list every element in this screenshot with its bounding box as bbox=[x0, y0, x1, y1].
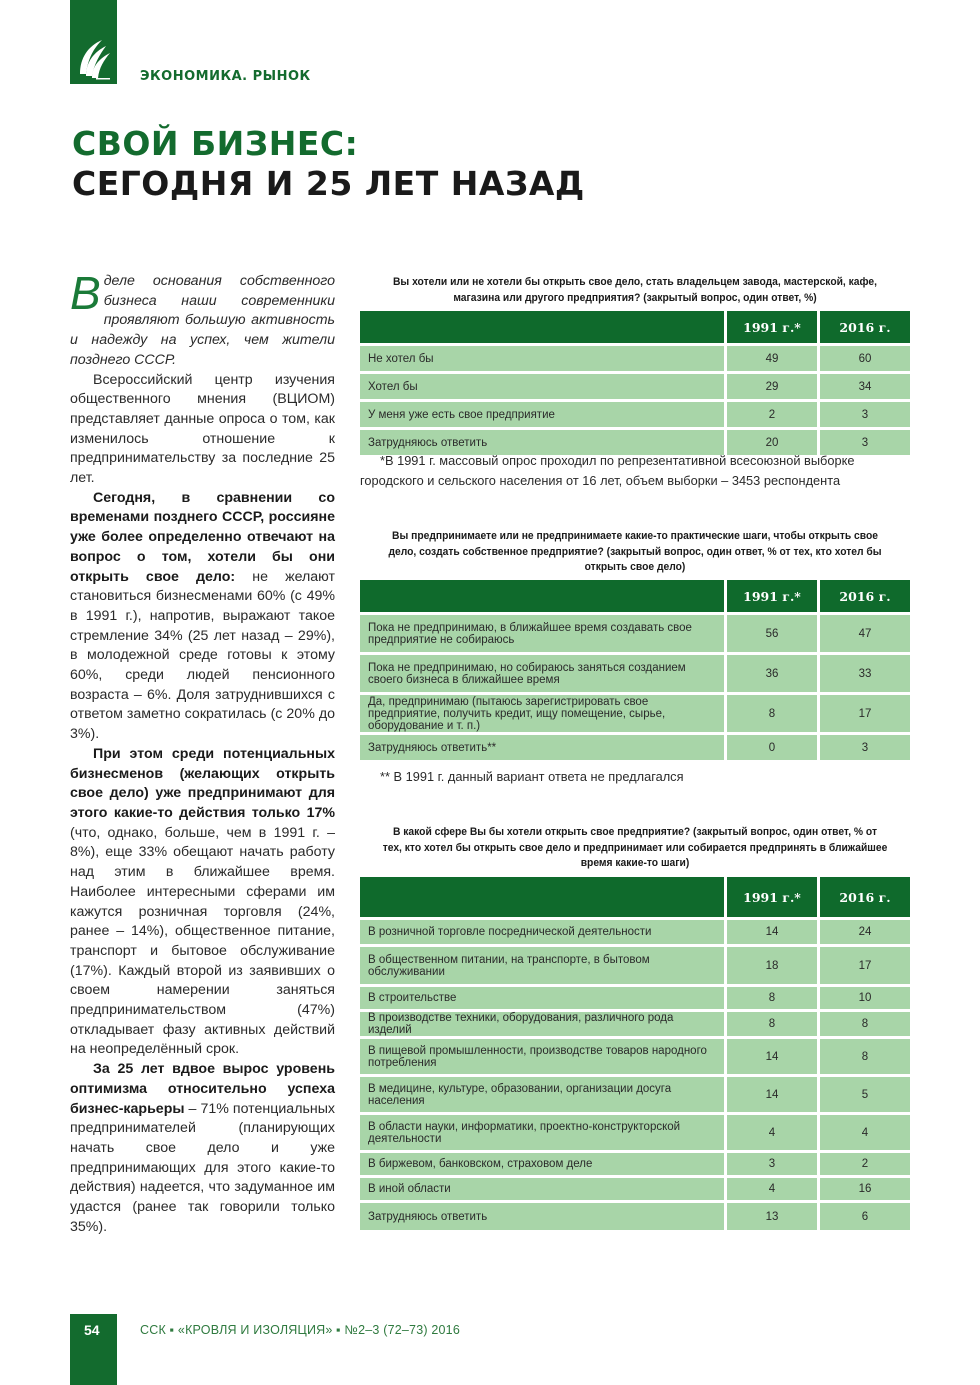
table-2-col-2016: 2016 г. bbox=[820, 580, 910, 612]
table-row: В строительстве 8 10 bbox=[360, 984, 910, 1009]
table-2 bbox=[360, 580, 910, 760]
drop-cap: В bbox=[70, 267, 101, 319]
table-1-col-1991: 1991 г.* bbox=[727, 311, 820, 343]
leaf-logo-icon bbox=[76, 36, 112, 82]
table-row: Не хотел бы 49 60 bbox=[360, 343, 910, 371]
page-number: 54 bbox=[84, 1322, 100, 1338]
table-3-col-2016: 2016 г. bbox=[820, 877, 910, 917]
table-3-question: В какой сфере Вы бы хотели открыть свое предприятие? (закрытый вопрос, один ответ, % от тех, кто хотел бы открыть свое дело и предпринимает или собирается предпринять в ближайшее время какие-то шаги) bbox=[382, 826, 888, 869]
title-line-1: СВОЙ БИЗНЕС: bbox=[72, 124, 359, 163]
table-row: Затрудняюсь ответить 13 6 bbox=[360, 1200, 910, 1230]
table-row: Затрудняюсь ответить** 0 3 bbox=[360, 732, 910, 760]
publication-info: ССК ▪ «КРОВЛЯ И ИЗОЛЯЦИЯ» ▪ №2–3 (72–73) 2016 bbox=[140, 1323, 460, 1337]
table-row: В области науки, информатики, проектно-конструкторской деятельности 4 4 bbox=[360, 1112, 910, 1150]
page-title bbox=[72, 124, 585, 204]
title-line-2: СЕГОДНЯ И 25 ЛЕТ НАЗАД bbox=[72, 164, 585, 203]
table-2-footnote: ** В 1991 г. данный вариант ответа не предлагался bbox=[380, 769, 684, 784]
table-1-footnote: *В 1991 г. массовый опрос проходил по репрезентативной всесоюзной выборке городского и сельского населения от 16 лет, объем выборки – 3453 респондента bbox=[360, 453, 855, 488]
section-label: ЭКОНОМИКА. РЫНОК bbox=[140, 69, 311, 84]
table-row: В медицине, культуре, образовании, организации досуга населения 14 5 bbox=[360, 1074, 910, 1112]
table-row: Пока не предпринимаю, но собираюсь заняться созданием своего бизнеса в ближайшее время 36 33 bbox=[360, 652, 910, 692]
table-row: В производстве техники, оборудования, различного рода изделий 8 8 bbox=[360, 1009, 910, 1036]
table-row: Пока не предпринимаю, в ближайшее время создавать свое предприятие не собираюсь 56 47 bbox=[360, 612, 910, 652]
table-2-question: Вы предпринимаете или не предпринимаете какие-то практические шаги, чтобы открыть свое дело, создать собственное предприятие? (закрытый вопрос, один ответ, % от тех, кто хотел бы открыть свое дело) bbox=[388, 530, 882, 573]
table-row: Хотел бы 29 34 bbox=[360, 371, 910, 399]
paragraph-3: При этом среди потенциальных бизнесменов (желающих открыть свое дело) уже предпринимают для этого какие-то действия только 17% (что, однако, больше, чем в 1991 г. – 8%), еще 33% обещают начать работу над этим в ближайшее время. Наиболее интересными сферами им кажутся розничная торговля (24%, ранее – 14%), общественное питание, транспорт и бытовое обслуживание (17%). Каждый второй из заявивших о своем намерении заняться предпринимательством (47%) откладывает фазу активных действий на неопределённый срок. bbox=[70, 745, 335, 1058]
table-row: В розничной торговле посреднической деятельности 14 24 bbox=[360, 917, 910, 944]
table-row: В пищевой промышленности, производстве товаров народного потребления 14 8 bbox=[360, 1036, 910, 1074]
paragraph-1: Всероссийский центр изучения общественного мнения (ВЦИОМ) представляет данные опроса о том, как изменилось отношение к предпринимательству за последние 25 лет. bbox=[70, 371, 335, 487]
table-row: В общественном питании, на транспорте, в бытовом обслуживании 18 17 bbox=[360, 944, 910, 984]
table-row: У меня уже есть свое предприятие 2 3 bbox=[360, 399, 910, 427]
table-row: В биржевом, банковском, страховом деле 3 2 bbox=[360, 1150, 910, 1175]
table-3-header-blank bbox=[360, 877, 727, 917]
table-row: В иной области 4 16 bbox=[360, 1175, 910, 1200]
lead-paragraph: Вделе основания собственного бизнеса наши современники проявляют большую активность и надежду на успех, чем жители позднего СССР. bbox=[70, 267, 335, 368]
table-1-header-blank bbox=[360, 311, 727, 343]
table-1-question: Вы хотели или не хотели бы открыть свое дело, стать владельцем завода, мастерской, кафе, магазина или другого предприятия? (закрытый вопрос, один ответ, %) bbox=[392, 276, 877, 304]
table-1-col-2016: 2016 г. bbox=[820, 311, 910, 343]
table-row: Да, предпринимаю (пытаюсь зарегистрировать свое предприятие, получить кредит, ищу помещение, сырье, оборудование и т. п.) 8 17 bbox=[360, 692, 910, 732]
table-2-header-blank bbox=[360, 580, 727, 612]
table-3 bbox=[360, 877, 910, 1230]
logo-block bbox=[70, 0, 117, 84]
table-row: Затрудняюсь ответить 20 3 bbox=[360, 427, 910, 455]
article-body bbox=[70, 267, 335, 1237]
table-3-col-1991: 1991 г.* bbox=[727, 877, 820, 917]
paragraph-4: За 25 лет вдвое вырос уровень оптимизма относительно успеха бизнес-карьеры – 71% потенциальных предпринимателей (планирующих начать свое дело и уже предпринимающих для этого какие-то действия) надеется, что задуманное им удастся (ранее так говорили только 35%). bbox=[70, 1061, 335, 1235]
table-1 bbox=[360, 311, 910, 455]
table-2-col-1991: 1991 г.* bbox=[727, 580, 820, 612]
paragraph-2: Сегодня, в сравнении со временами позднего СССР, россияне уже более определенно отвечают на вопрос о том, хотели бы они открыть свое дело: не желают становиться бизнесменами 60% (с 49% в 1991 г.), напротив, выражают такое стремление 34% (25 лет назад – 29%), в молодежной среде готовы к этому 60%, среди людей пенсионного возраста – 6%. Доля затруднившихся с ответом заметно сократилась (с 20% до 3%). bbox=[70, 489, 335, 743]
